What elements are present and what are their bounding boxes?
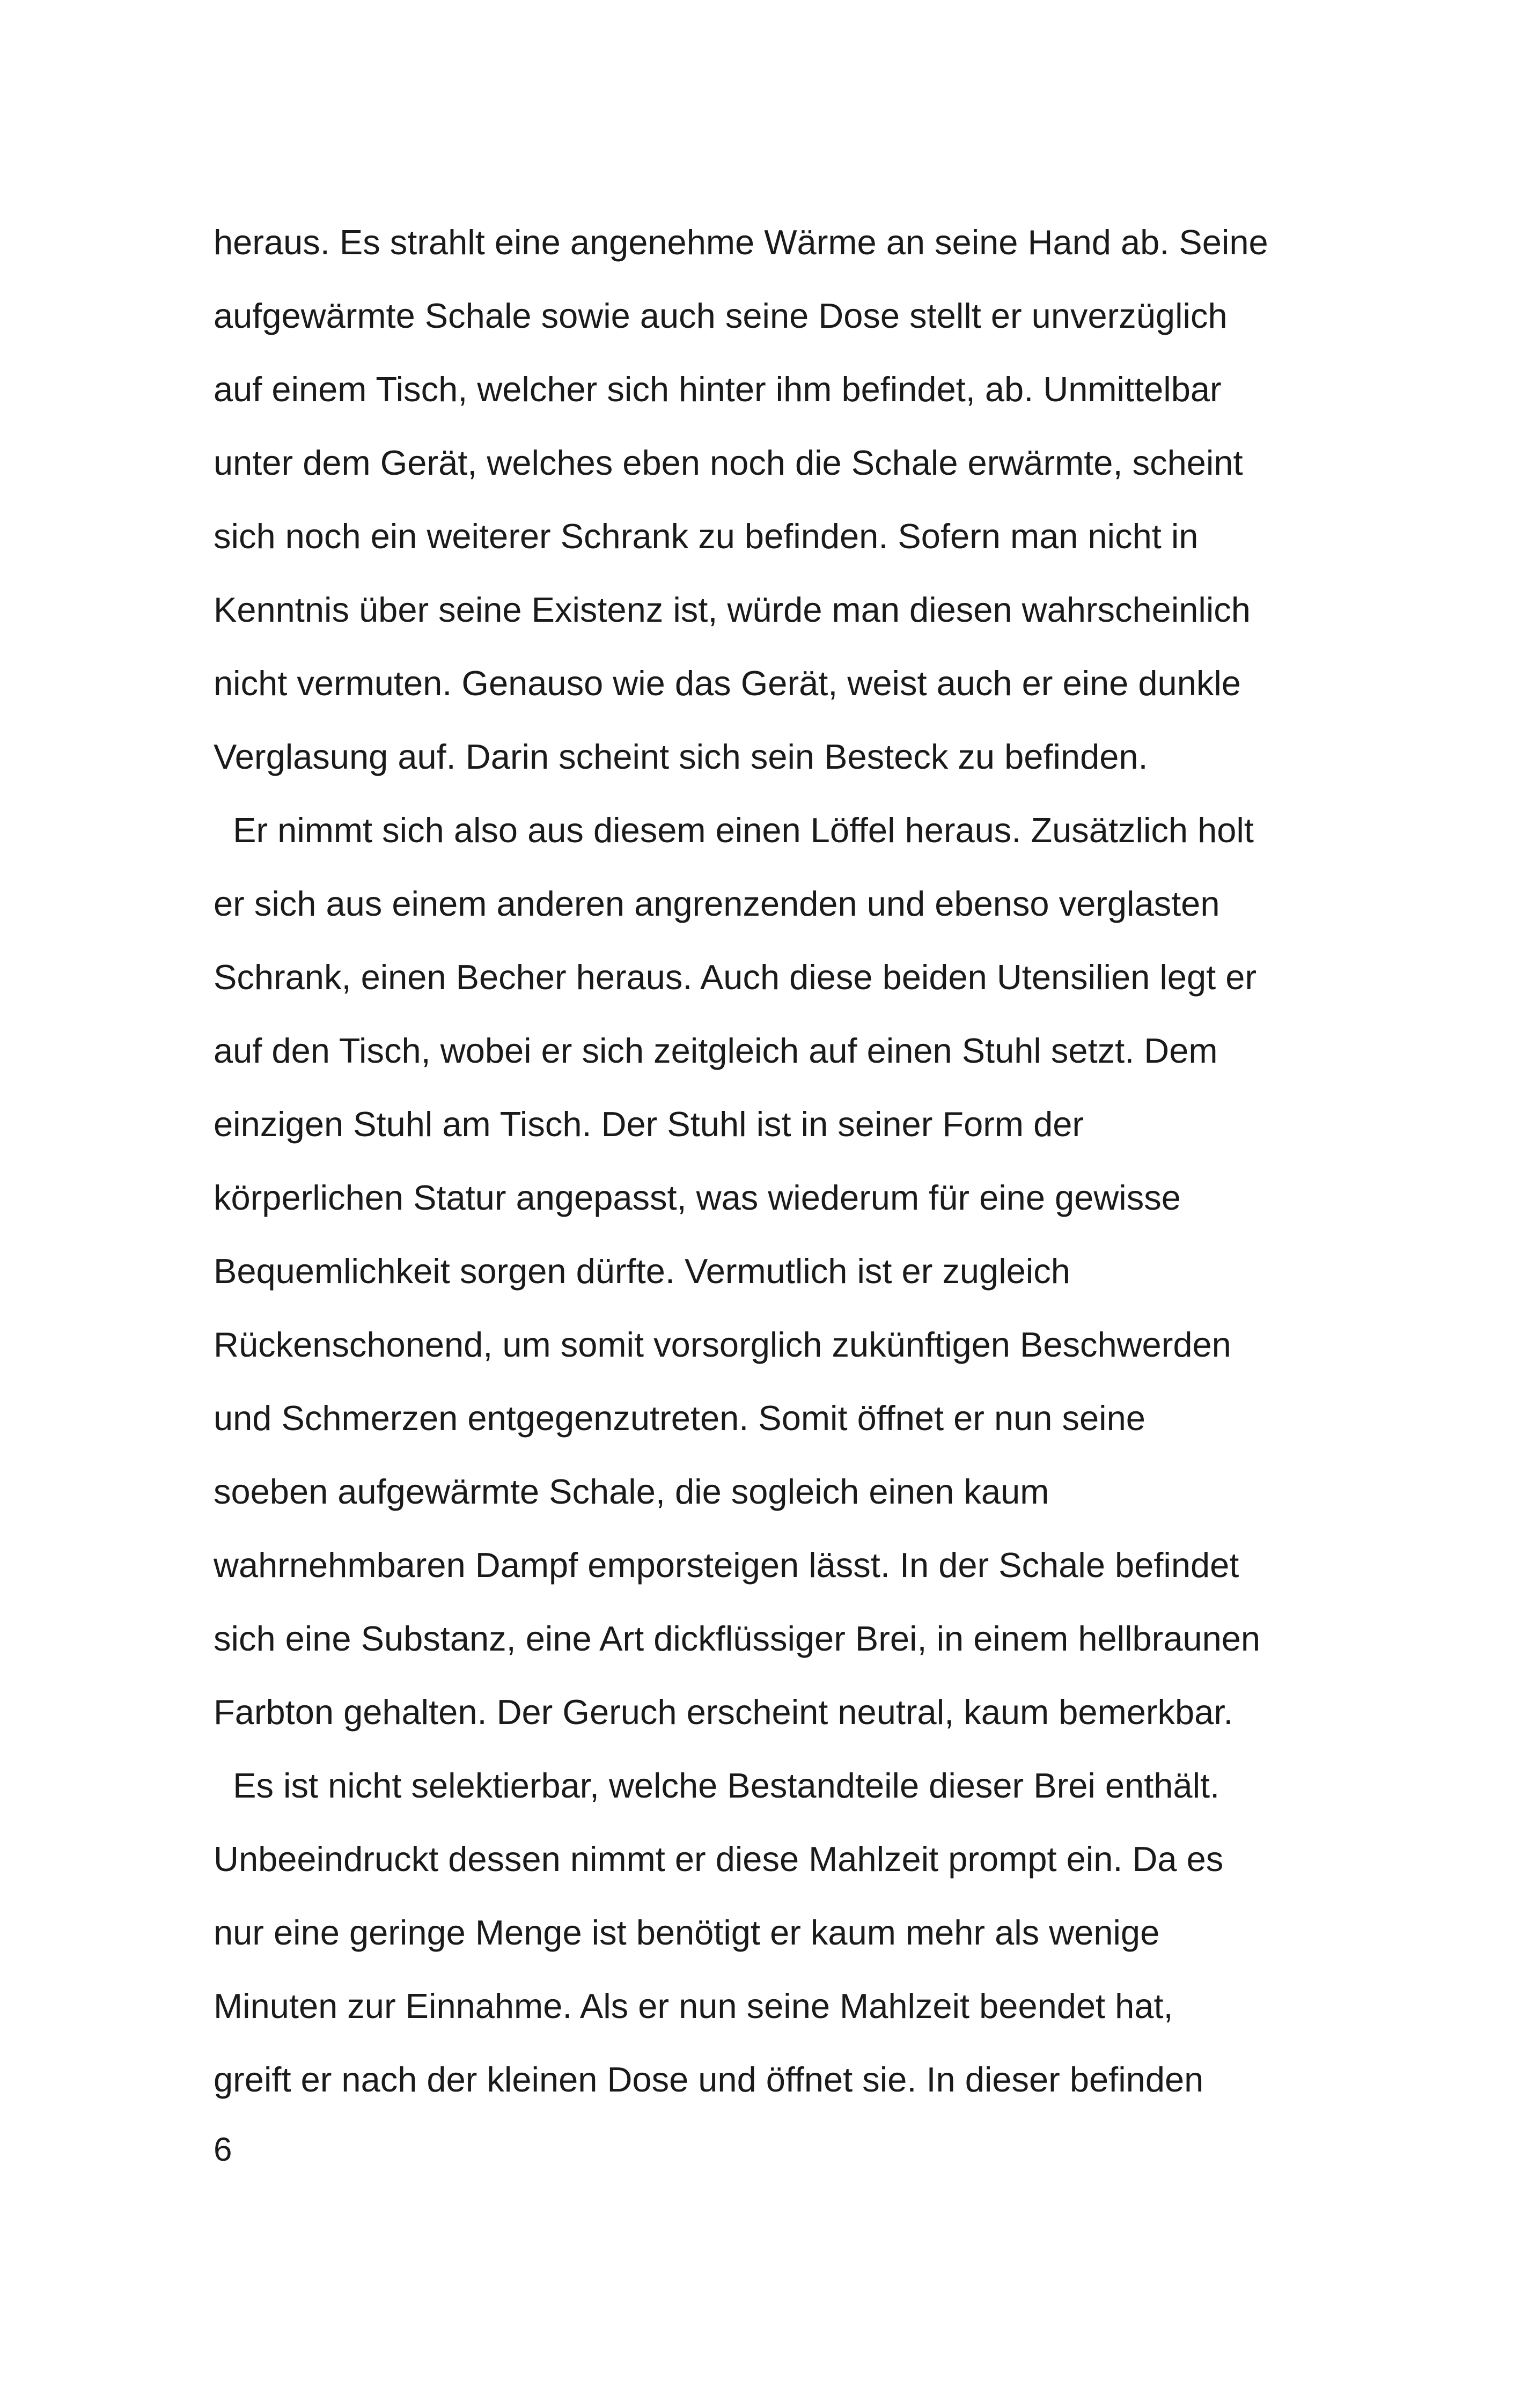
- text-line: Minuten zur Einnahme. Als er nun seine Mahlzeit beendet hat,: [214, 1986, 1173, 2026]
- text-line: nur eine geringe Menge ist benötigt er kaum mehr als wenige: [214, 1913, 1160, 1952]
- text-line: sich noch ein weiterer Schrank zu befinden. Sofern man nicht in: [214, 517, 1199, 556]
- text-line: heraus. Es strahlt eine angenehme Wärme an seine Hand ab. Seine: [214, 223, 1268, 262]
- text-line: Unbeeindruckt dessen nimmt er diese Mahlzeit prompt ein. Da es: [214, 1839, 1224, 1879]
- text-line: wahrnehmbaren Dampf emporsteigen lässt. In der Schale befindet: [214, 1545, 1239, 1585]
- text-line: einzigen Stuhl am Tisch. Der Stuhl ist in seiner Form der: [214, 1104, 1084, 1144]
- text-line: Kenntnis über seine Existenz ist, würde man diesen wahrscheinlich: [214, 590, 1251, 629]
- text-line: soeben aufgewärmte Schale, die sogleich einen kaum: [214, 1472, 1049, 1511]
- text-line: Er nimmt sich also aus diesem einen Löffel heraus. Zusätzlich holt: [214, 811, 1254, 850]
- text-line: Es ist nicht selektierbar, welche Bestandteile dieser Brei enthält.: [214, 1766, 1220, 1805]
- text-line: aufgewärmte Schale sowie auch seine Dose stellt er unverzüglich: [214, 296, 1228, 335]
- text-line: und Schmerzen entgegenzutreten. Somit öffnet er nun seine: [214, 1398, 1145, 1438]
- text-line: Bequemlichkeit sorgen dürfte. Vermutlich ist er zugleich: [214, 1251, 1070, 1291]
- page-number: 6: [214, 2131, 232, 2168]
- text-line: er sich aus einem anderen angrenzenden und ebenso verglasten: [214, 884, 1220, 923]
- text-line: körperlichen Statur angepasst, was wiederum für eine gewisse: [214, 1178, 1181, 1217]
- text-line: auf einem Tisch, welcher sich hinter ihm befindet, ab. Unmittelbar: [214, 370, 1222, 409]
- text-line: greift er nach der kleinen Dose und öffnet sie. In dieser befinden: [214, 2060, 1204, 2099]
- text-line: unter dem Gerät, welches eben noch die Schale erwärmte, scheint: [214, 443, 1243, 482]
- text-line: Rückenschonend, um somit vorsorglich zukünftigen Beschwerden: [214, 1325, 1231, 1364]
- text-line: sich eine Substanz, eine Art dickflüssiger Brei, in einem hellbraunen: [214, 1619, 1261, 1658]
- text-line: auf den Tisch, wobei er sich zeitgleich auf einen Stuhl setzt. Dem: [214, 1031, 1218, 1070]
- text-line: Verglasung auf. Darin scheint sich sein Besteck zu befinden.: [214, 737, 1148, 776]
- text-line: Schrank, einen Becher heraus. Auch diese beiden Utensilien legt er: [214, 958, 1257, 997]
- text-line: nicht vermuten. Genauso wie das Gerät, weist auch er eine dunkle: [214, 664, 1241, 703]
- text-line: Farbton gehalten. Der Geruch erscheint neutral, kaum bemerkbar.: [214, 1692, 1233, 1732]
